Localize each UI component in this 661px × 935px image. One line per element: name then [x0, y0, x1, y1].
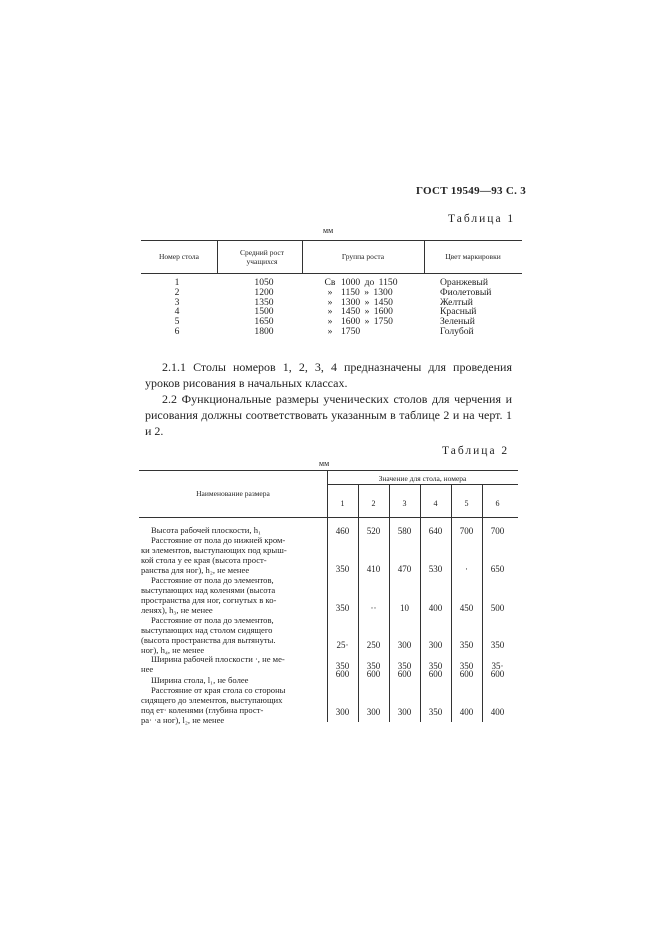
table2-row-name [141, 575, 327, 615]
table1 [141, 234, 522, 345]
table2-cell: 350 [397, 661, 412, 671]
table1-cell: 1350 [254, 296, 274, 308]
table1-cell: Св [324, 277, 336, 288]
table1-cell: 5 [174, 316, 180, 328]
table2-cell: 400 [459, 707, 474, 717]
table2-cell: 300 [366, 707, 381, 717]
table1-cell: 1800 [254, 325, 274, 337]
table1-caption: Таблица 1 [448, 213, 516, 225]
table2-cell: 520 [366, 526, 381, 536]
table2-cell: 450 [459, 603, 474, 613]
table2-name-line: Расстояние от края стола со стороны [151, 685, 286, 695]
table2-cell: 460 [335, 526, 350, 536]
table2-cell: 350 [335, 603, 350, 613]
table1-cell: 1600 » 1750 [341, 316, 393, 328]
table1-cell: » [327, 296, 333, 308]
table2-name-line: выступающих над столом сидящего [141, 625, 273, 636]
table1-header-avg-height: Средний рост учащихся [239, 247, 284, 266]
table2-top-rule [139, 470, 518, 471]
table2-row-name [141, 525, 327, 535]
table1-cell: » [327, 286, 333, 298]
table1-header-rule [141, 273, 522, 274]
paragraph-number: 2.2 [162, 392, 177, 406]
table1-cell: » [327, 316, 333, 328]
table2-col-number: 5 [464, 499, 469, 508]
table2-cell: 400 [490, 707, 505, 717]
table2-cell: 500 [490, 603, 505, 613]
table2-cell: 350 [428, 707, 443, 717]
table2-name-line: под ет· коленями (глубина прост- [141, 705, 264, 716]
table2-cell: 640 [428, 526, 443, 536]
table2-col-number: 2 [371, 499, 376, 508]
table2-name-line: пространства для ног, согнутых в ко- [141, 595, 277, 606]
table1-cell: Фиолетовый [440, 286, 492, 298]
table2-cell: 25· [336, 640, 349, 650]
table2-cell: 700 [490, 526, 505, 536]
table2-cell: 410 [366, 564, 381, 574]
table2-cell: 580 [397, 526, 412, 536]
table2-cell: 650 [490, 564, 505, 574]
table1-cell: 6 [174, 325, 180, 337]
table1-cell: » [327, 325, 333, 337]
table2-cell: 300 [397, 640, 412, 650]
document-header: ГОСТ 19549—93 С. 3 [415, 185, 526, 197]
table1-cell: 2 [174, 286, 180, 298]
table2-cell: 700 [459, 526, 474, 536]
table2-col-number: 6 [495, 499, 500, 508]
table2-cell: · [465, 564, 468, 574]
table1-header-group: Группа роста [341, 252, 385, 261]
table2-cell: 10 [400, 603, 409, 613]
table2-cell: 400 [428, 603, 443, 613]
table2-name-line: сидящего до элементов, выступающих [141, 695, 283, 706]
table2-name-line: Ширина рабочей плоскости ·, не ме- [151, 654, 285, 664]
table1-header-color: Цвет маркировки [445, 252, 501, 261]
table1-cell: 1650 [254, 316, 274, 328]
table2-cell: ·· [370, 603, 377, 613]
table2-cell: 350 [459, 661, 474, 671]
table2-name-line: кой стола у ее края (высота прост- [141, 555, 267, 566]
table2-name-line: Расстояние от пола до элементов, [151, 575, 274, 585]
table2-cell: 350 [490, 640, 505, 650]
table2-name-line: Расстояние от пола до элементов, [151, 615, 274, 625]
table2-cell: 600 [335, 669, 350, 679]
table2-cell: 350 [335, 564, 350, 574]
paragraph-text: Функциональные размеры ученических столов для черчения и рисования должны соответствовать указанным в таблице 2 и на черт. 1 и 2. [145, 392, 512, 438]
table2-caption: Таблица 2 [442, 445, 510, 457]
table2-name-line: Расстояние от пола до нижней кром- [151, 535, 286, 545]
table2-name-line: ки элементов, выступающих под крыш- [141, 545, 287, 556]
table2-name-line: ленях), h₃, не менее [141, 605, 213, 616]
table2-row-name [141, 654, 327, 674]
table1-cell: Голубой [440, 325, 474, 337]
paragraph-2-2 [145, 391, 512, 439]
table2-header-rule [139, 517, 518, 518]
table1-col-height [249, 278, 279, 337]
table1-col-number [171, 278, 183, 337]
table1-cell: 1150 » 1300 [341, 286, 393, 298]
table2-cell: 470 [397, 564, 412, 574]
table1-cell: 1050 [254, 277, 274, 288]
table2-col-number: 3 [402, 499, 407, 508]
paragraph-2-1-1 [145, 359, 512, 391]
table2-cell: 350 [459, 640, 474, 650]
table2-cell: 600 [428, 669, 443, 679]
table2-header-name: Наименование размера [196, 489, 270, 498]
table1-cell: 1000 до 1150 [341, 277, 398, 288]
table1-header-number: Номер стола [159, 252, 199, 261]
table1-cell: 1300 » 1450 [341, 296, 393, 308]
table1-cell: 3 [174, 296, 180, 308]
table1-col-group-prefix [319, 278, 341, 337]
table1-col-color [440, 278, 522, 337]
table2 [139, 467, 518, 726]
paragraph-text: Столы номеров 1, 2, 3, 4 предназначены для проведения уроков рисования в начальных классах. [145, 360, 513, 390]
table2-cell: 250 [366, 640, 381, 650]
table2-name-line: ра· ·а ног), l₂, не менее [141, 715, 225, 726]
table1-cell: 1500 [254, 306, 274, 318]
table1-col-divider [217, 240, 218, 273]
table2-name-line: ранства для ног), h₂, не менее [141, 565, 250, 576]
table2-header-values: Значение для стола, номера [378, 474, 467, 483]
table2-name-line: Высота рабочей плоскости, h₁ [151, 525, 261, 535]
table2-cell: 600 [397, 669, 412, 679]
table1-cell: 1450 » 1600 [341, 306, 393, 318]
table2-name-line: Ширина стола, l₁, не более [151, 675, 249, 685]
table1-cell: Желтый [440, 296, 473, 308]
table1-cell: 4 [174, 306, 180, 318]
table2-cell: 350 [428, 661, 443, 671]
table2-row-name [141, 685, 327, 725]
table2-cell: 300 [397, 707, 412, 717]
table2-cell: 530 [428, 564, 443, 574]
table1-col-group [341, 278, 421, 337]
table2-name-line: выступающих над коленями (высота [141, 585, 276, 596]
table2-cell: 600 [366, 669, 381, 679]
table2-cell: 350 [366, 661, 381, 671]
table1-cell: Зеленый [440, 316, 475, 328]
table2-col-number: 1 [340, 499, 345, 508]
table2-cell: 600 [459, 669, 474, 679]
table2-cell: 300 [428, 640, 443, 650]
table1-cell: 1 [174, 277, 180, 288]
table2-col-number: 4 [433, 499, 438, 508]
table2-cell: 35· [491, 661, 504, 671]
paragraph-number: 2.1.1 [162, 360, 186, 374]
table2-cell: 350 [335, 661, 350, 671]
table2-cell: 300 [335, 707, 350, 717]
table1-cell: 1200 [254, 286, 274, 298]
table1-cell: 1750 [341, 325, 361, 337]
table2-subheader-rule [327, 484, 518, 485]
table2-row-name [141, 535, 327, 575]
table2-cell: 600 [490, 669, 505, 679]
table2-units: мм [319, 459, 330, 468]
table1-cell: » [327, 306, 333, 318]
table1-cell: Красный [440, 306, 477, 318]
table2-name-line: ног), h₄, не менее [141, 645, 205, 656]
table2-row-name [141, 615, 327, 655]
table2-name-line: нее [141, 664, 154, 675]
table2-name-line: (высота пространства для вытянуты. [141, 635, 276, 646]
table1-cell: Оранжевый [440, 277, 488, 288]
table2-row-name [141, 675, 327, 685]
table1-units: мм [323, 226, 334, 235]
